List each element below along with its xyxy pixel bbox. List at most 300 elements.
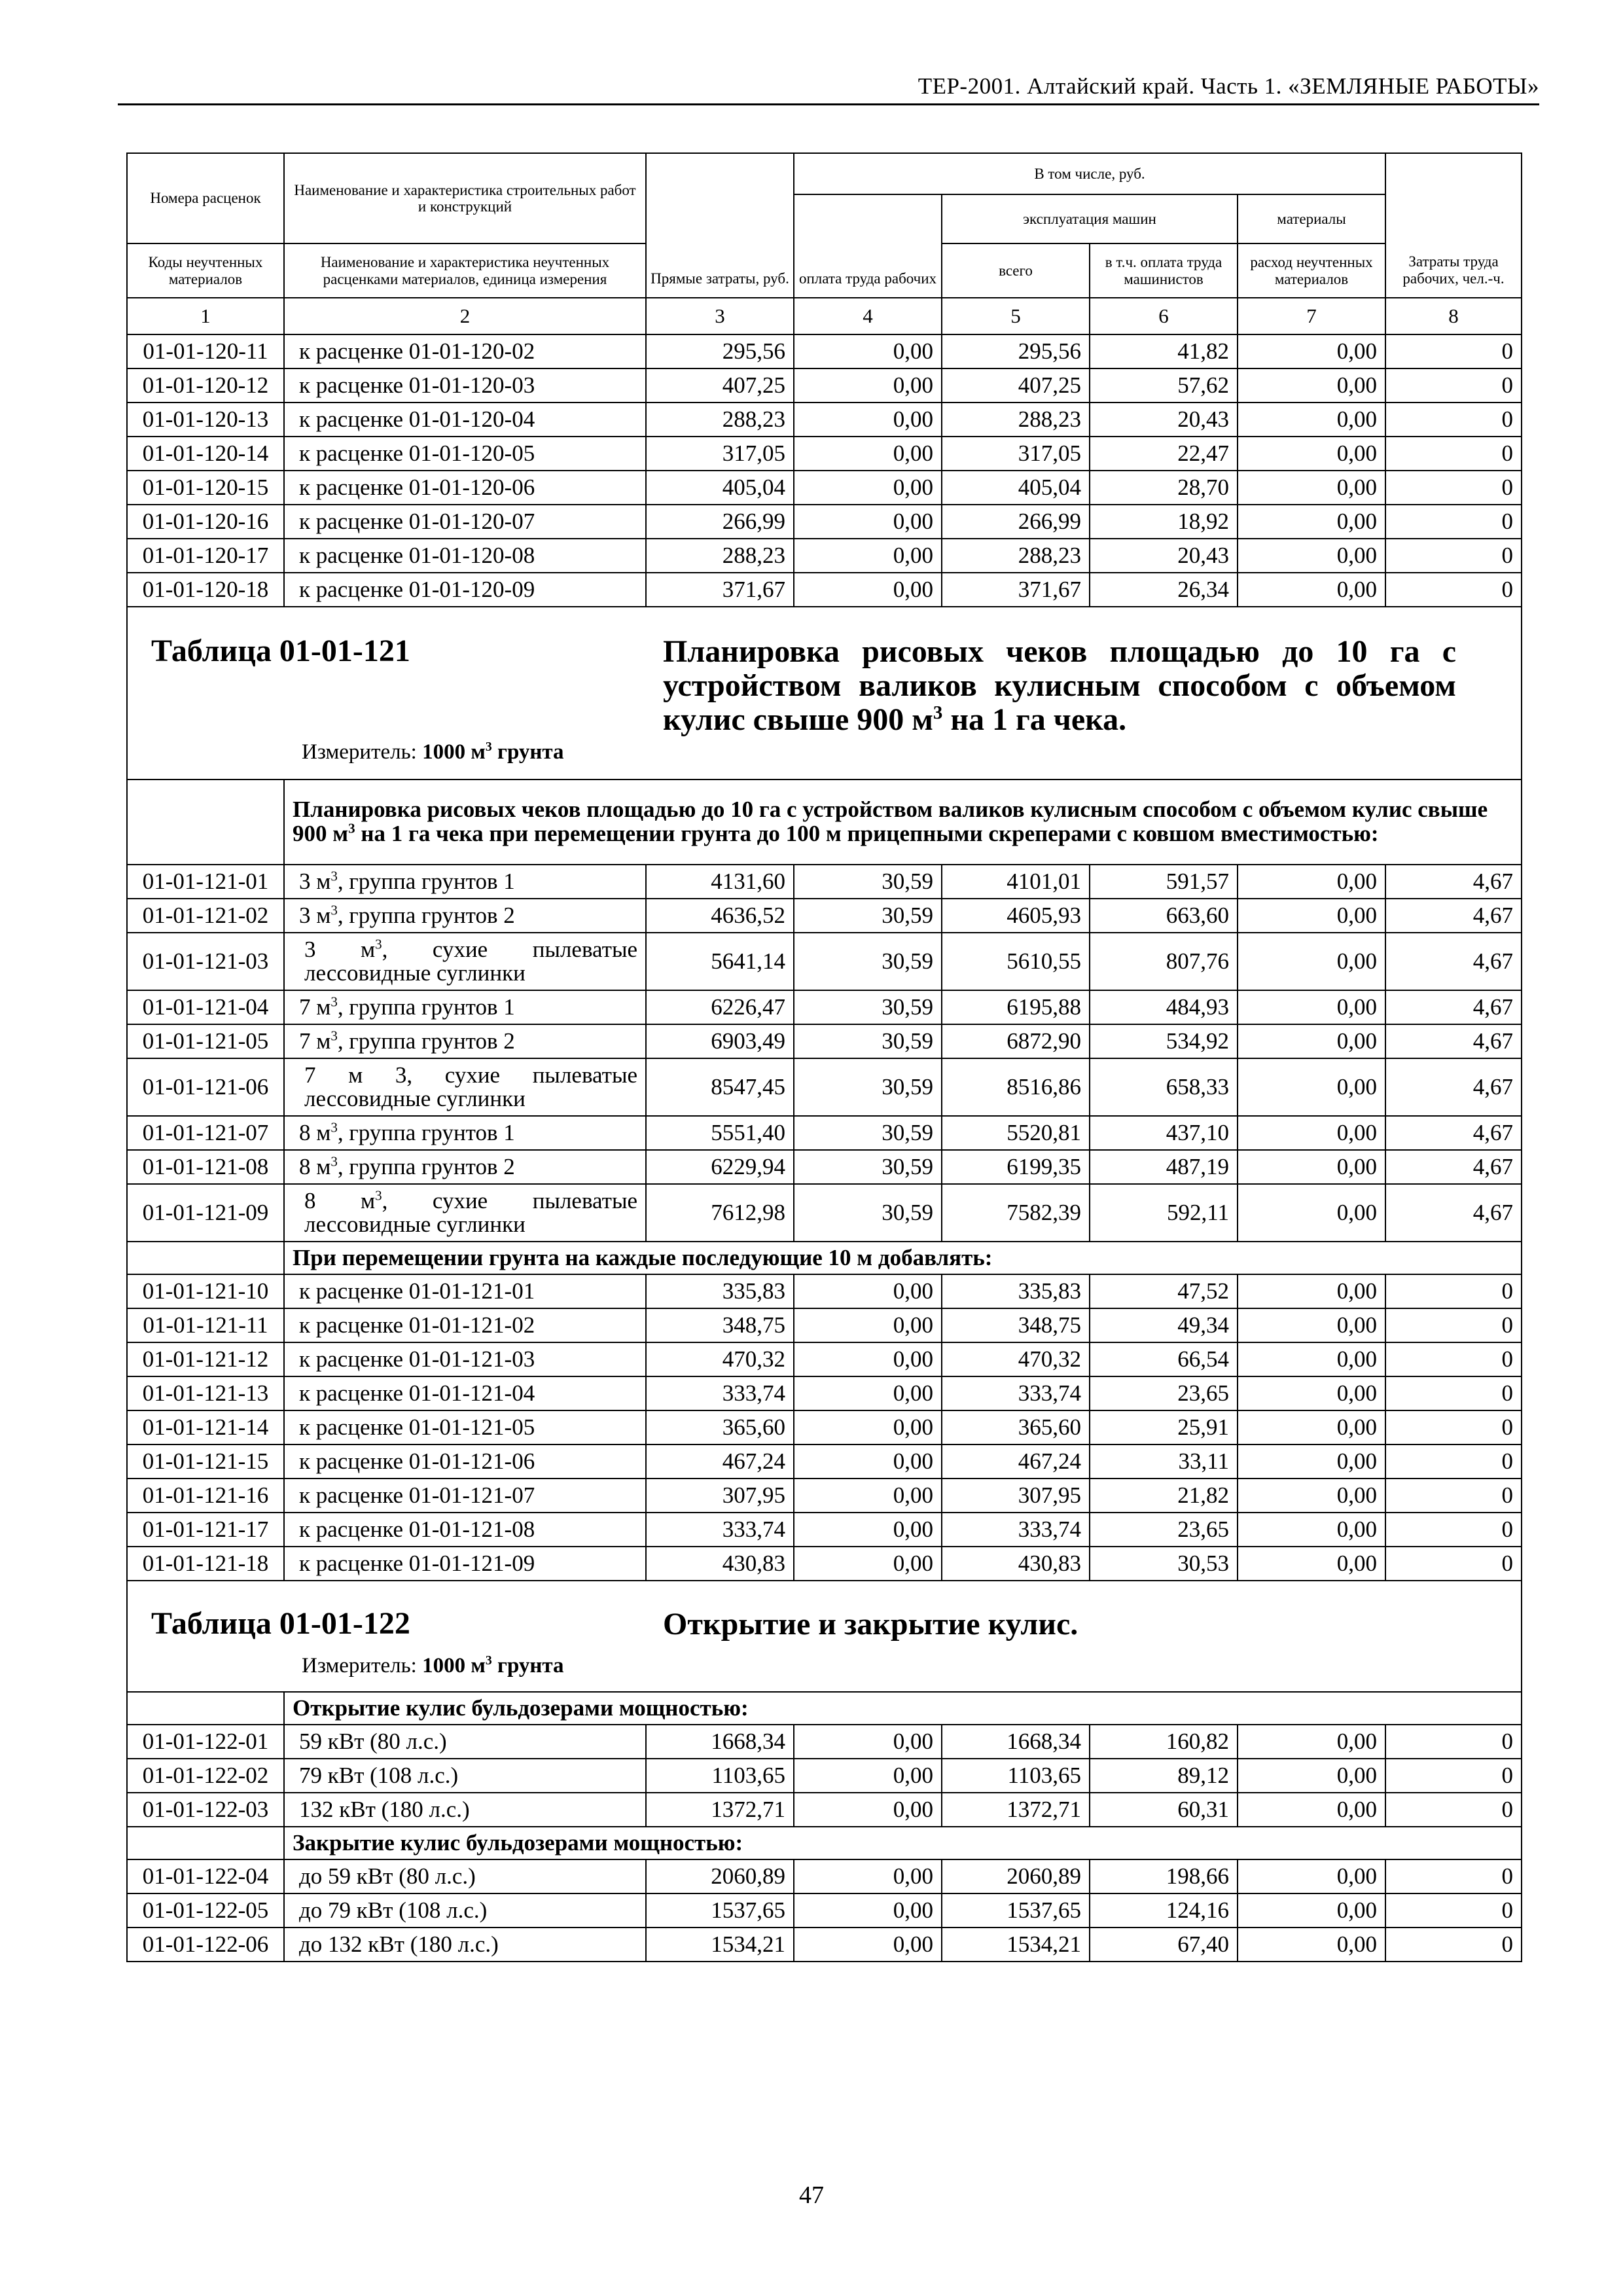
rate-name: к расценке 01-01-121-05 [284, 1410, 646, 1444]
rate-name-part: , группа грунтов 1 [337, 1119, 515, 1145]
rate-code: 01-01-121-02 [127, 899, 284, 933]
rate-code: 01-01-120-13 [127, 403, 284, 437]
rate-name-part: , сухие пылеватые лессовидные суглинки [304, 937, 637, 986]
value-c7: 0,00 [1238, 1759, 1385, 1793]
superscript: 3 [330, 1153, 338, 1169]
value-c5: 5520,81 [942, 1116, 1090, 1150]
table-title-row [127, 607, 1522, 780]
rate-code: 01-01-121-17 [127, 1513, 284, 1547]
value-c5: 307,95 [942, 1479, 1090, 1513]
value-c7: 0,00 [1238, 1513, 1385, 1547]
value-c5: 1534,21 [942, 1928, 1090, 1962]
value-c7: 0,00 [1238, 1410, 1385, 1444]
header-machines: эксплуатация машин [942, 194, 1238, 243]
value-c4: 0,00 [794, 1274, 942, 1308]
value-c4: 0,00 [794, 368, 942, 403]
value-c3: 365,60 [646, 1410, 794, 1444]
table-row [127, 471, 1522, 505]
section-spacer [127, 780, 284, 865]
value-c8: 4,67 [1385, 865, 1522, 899]
value-c5: 288,23 [942, 539, 1090, 573]
rate-code: 01-01-120-18 [127, 573, 284, 607]
rate-code: 01-01-122-02 [127, 1759, 284, 1793]
header-col4: оплата труда рабочих [794, 194, 942, 298]
table-row [127, 1342, 1522, 1376]
value-c3: 333,74 [646, 1376, 794, 1410]
value-c4: 30,59 [794, 1116, 942, 1150]
value-c3: 5551,40 [646, 1116, 794, 1150]
rate-code: 01-01-121-10 [127, 1274, 284, 1308]
value-c4: 0,00 [794, 1444, 942, 1479]
value-c3: 430,83 [646, 1547, 794, 1581]
rate-name: к расценке 01-01-120-03 [284, 368, 646, 403]
rate-name: 79 кВт (108 л.с.) [284, 1759, 646, 1793]
rate-code: 01-01-121-01 [127, 865, 284, 899]
table-title-cell [127, 1581, 1522, 1692]
value-c7: 0,00 [1238, 368, 1385, 403]
header-number-row [127, 298, 1522, 334]
value-c8: 0 [1385, 1479, 1522, 1513]
value-c6: 23,65 [1090, 1513, 1238, 1547]
measure-text: грунта [491, 740, 564, 764]
value-c6: 60,31 [1090, 1793, 1238, 1827]
value-c7: 0,00 [1238, 1376, 1385, 1410]
page-number: 47 [799, 2181, 824, 2209]
rate-name-part: 3 м [304, 937, 376, 963]
rate-name: к расценке 01-01-121-07 [284, 1479, 646, 1513]
table-row [127, 437, 1522, 471]
rate-name [284, 1024, 646, 1058]
section-title [284, 1242, 1522, 1274]
rate-name: к расценке 01-01-120-05 [284, 437, 646, 471]
table-row [127, 1513, 1522, 1547]
value-c3: 266,99 [646, 505, 794, 539]
value-c8: 0 [1385, 334, 1522, 368]
col-number: 5 [942, 298, 1090, 334]
rate-code: 01-01-121-03 [127, 933, 284, 990]
rate-code: 01-01-122-05 [127, 1893, 284, 1928]
value-c7: 0,00 [1238, 1547, 1385, 1581]
rate-name-part: , группа грунтов 1 [337, 994, 515, 1020]
table-row [127, 1184, 1522, 1242]
value-c3: 1537,65 [646, 1893, 794, 1928]
value-c8: 0 [1385, 1859, 1522, 1893]
value-c5: 467,24 [942, 1444, 1090, 1479]
rate-name: 59 кВт (80 л.с.) [284, 1725, 646, 1759]
value-c3: 1103,65 [646, 1759, 794, 1793]
table-row [127, 539, 1522, 573]
table-row [127, 1024, 1522, 1058]
value-c7: 0,00 [1238, 1150, 1385, 1184]
rate-name [284, 1150, 646, 1184]
superscript: 3 [933, 702, 943, 723]
value-c5: 4101,01 [942, 865, 1090, 899]
header-col6: в т.ч. оплата труда машинистов [1090, 243, 1238, 298]
value-c8: 4,67 [1385, 1116, 1522, 1150]
value-c8: 0 [1385, 1928, 1522, 1962]
superscript: 3 [330, 1119, 338, 1135]
value-c4: 0,00 [794, 334, 942, 368]
rate-code: 01-01-120-14 [127, 437, 284, 471]
table-title-text: Открытие и закрытие кулис. [663, 1607, 1079, 1641]
superscript: 3 [330, 901, 338, 918]
value-c4: 30,59 [794, 865, 942, 899]
value-c3: 467,24 [646, 1444, 794, 1479]
superscript: 3 [375, 1187, 382, 1204]
value-c4: 0,00 [794, 1928, 942, 1962]
measure-label: Измеритель: [302, 1654, 423, 1677]
section-spacer [127, 1242, 284, 1274]
value-c5: 6195,88 [942, 990, 1090, 1024]
value-c5: 405,04 [942, 471, 1090, 505]
rate-name-part: , группа грунтов 1 [337, 868, 515, 894]
table-title-row [127, 1581, 1522, 1692]
value-c6: 23,65 [1090, 1376, 1238, 1410]
rate-code: 01-01-121-18 [127, 1547, 284, 1581]
measure-label: Измеритель: [302, 740, 423, 764]
value-c5: 335,83 [942, 1274, 1090, 1308]
value-c5: 288,23 [942, 403, 1090, 437]
value-c5: 1537,65 [942, 1893, 1090, 1928]
value-c4: 0,00 [794, 1308, 942, 1342]
value-c3: 6226,47 [646, 990, 794, 1024]
value-c7: 0,00 [1238, 334, 1385, 368]
header-materials: материалы [1238, 194, 1385, 243]
rate-name [284, 1058, 646, 1116]
rate-name [284, 1184, 646, 1242]
value-c7: 0,00 [1238, 1308, 1385, 1342]
value-c7: 0,00 [1238, 1116, 1385, 1150]
rate-name: к расценке 01-01-121-06 [284, 1444, 646, 1479]
value-c7: 0,00 [1238, 471, 1385, 505]
value-c4: 30,59 [794, 933, 942, 990]
value-c4: 30,59 [794, 899, 942, 933]
value-c3: 4636,52 [646, 899, 794, 933]
value-c8: 0 [1385, 1410, 1522, 1444]
value-c4: 30,59 [794, 1024, 942, 1058]
value-c3: 470,32 [646, 1342, 794, 1376]
running-header [118, 73, 1539, 105]
section-row [127, 1827, 1522, 1859]
table-row [127, 368, 1522, 403]
rate-code: 01-01-122-01 [127, 1725, 284, 1759]
value-c3: 407,25 [646, 368, 794, 403]
header-incl: В том числе, руб. [794, 153, 1385, 194]
table-row [127, 1058, 1522, 1116]
value-c4: 0,00 [794, 437, 942, 471]
value-c3: 288,23 [646, 539, 794, 573]
value-c4: 0,00 [794, 403, 942, 437]
rate-code: 01-01-121-07 [127, 1116, 284, 1150]
rate-name: к расценке 01-01-121-03 [284, 1342, 646, 1376]
value-c7: 0,00 [1238, 573, 1385, 607]
value-c8: 0 [1385, 1342, 1522, 1376]
value-c7: 0,00 [1238, 1893, 1385, 1928]
value-c8: 0 [1385, 1793, 1522, 1827]
value-c8: 0 [1385, 1513, 1522, 1547]
table-row [127, 1444, 1522, 1479]
value-c3: 2060,89 [646, 1859, 794, 1893]
value-c6: 66,54 [1090, 1342, 1238, 1376]
value-c3: 1668,34 [646, 1725, 794, 1759]
table-row [127, 1308, 1522, 1342]
rate-code: 01-01-121-06 [127, 1058, 284, 1116]
value-c8: 0 [1385, 1274, 1522, 1308]
value-c6: 487,19 [1090, 1150, 1238, 1184]
value-c8: 0 [1385, 1376, 1522, 1410]
value-c3: 1534,21 [646, 1928, 794, 1962]
value-c3: 317,05 [646, 437, 794, 471]
rate-name-part: 7 м [299, 994, 331, 1020]
value-c7: 0,00 [1238, 1444, 1385, 1479]
value-c3: 7612,98 [646, 1184, 794, 1242]
rate-name-part: 3 м [299, 868, 331, 894]
value-c7: 0,00 [1238, 1184, 1385, 1242]
header-col7: расход неучтенных материалов [1238, 243, 1385, 298]
rate-name [284, 1116, 646, 1150]
value-c8: 4,67 [1385, 1184, 1522, 1242]
rate-name-part: 8 м [299, 1119, 331, 1145]
value-c4: 0,00 [794, 1725, 942, 1759]
value-c6: 591,57 [1090, 865, 1238, 899]
value-c6: 30,53 [1090, 1547, 1238, 1581]
value-c7: 0,00 [1238, 1058, 1385, 1116]
value-c6: 534,92 [1090, 1024, 1238, 1058]
value-c5: 407,25 [942, 368, 1090, 403]
value-c3: 4131,60 [646, 865, 794, 899]
value-c8: 0 [1385, 471, 1522, 505]
table-row [127, 1274, 1522, 1308]
table-title-text: Планировка рисовых чеков площадью до 10 га с устройством валиков кулисным способом с объемом кулис свыше 900 м [663, 634, 1456, 737]
rate-name: к расценке 01-01-121-09 [284, 1547, 646, 1581]
rate-name: до 132 кВт (180 л.с.) [284, 1928, 646, 1962]
value-c4: 0,00 [794, 1410, 942, 1444]
value-c6: 124,16 [1090, 1893, 1238, 1928]
rate-name: к расценке 01-01-121-08 [284, 1513, 646, 1547]
value-c6: 592,11 [1090, 1184, 1238, 1242]
superscript: 3 [375, 936, 382, 952]
value-c4: 30,59 [794, 1058, 942, 1116]
value-c7: 0,00 [1238, 899, 1385, 933]
rate-name: к расценке 01-01-120-08 [284, 539, 646, 573]
section-title [284, 1692, 1522, 1725]
value-c5: 4605,93 [942, 899, 1090, 933]
rate-name: к расценке 01-01-120-06 [284, 471, 646, 505]
table-number: Таблица 01-01-122 [151, 1606, 410, 1641]
rate-code: 01-01-120-15 [127, 471, 284, 505]
table-row [127, 1547, 1522, 1581]
rate-name [284, 933, 646, 990]
value-c5: 333,74 [942, 1376, 1090, 1410]
value-c3: 348,75 [646, 1308, 794, 1342]
table-row [127, 1859, 1522, 1893]
section-title [284, 1827, 1522, 1859]
table-row [127, 1928, 1522, 1962]
value-c4: 30,59 [794, 1150, 942, 1184]
value-c3: 5641,14 [646, 933, 794, 990]
value-c6: 658,33 [1090, 1058, 1238, 1116]
value-c6: 28,70 [1090, 471, 1238, 505]
value-c5: 470,32 [942, 1342, 1090, 1376]
section-spacer [127, 1692, 284, 1725]
value-c4: 0,00 [794, 539, 942, 573]
table-row [127, 1150, 1522, 1184]
value-c7: 0,00 [1238, 1274, 1385, 1308]
section-title [284, 780, 1522, 865]
table-title [663, 1607, 1456, 1641]
superscript: 3 [330, 867, 338, 884]
value-c4: 0,00 [794, 1513, 942, 1547]
value-c3: 307,95 [646, 1479, 794, 1513]
value-c5: 333,74 [942, 1513, 1090, 1547]
value-c5: 317,05 [942, 437, 1090, 471]
section-row [127, 780, 1522, 865]
value-c7: 0,00 [1238, 437, 1385, 471]
value-c4: 0,00 [794, 471, 942, 505]
value-c5: 295,56 [942, 334, 1090, 368]
value-c8: 0 [1385, 505, 1522, 539]
col-number: 3 [646, 298, 794, 334]
header-col3: Прямые затраты, руб. [646, 153, 794, 298]
rate-code: 01-01-120-12 [127, 368, 284, 403]
header-col1-top: Номера расценок [127, 153, 284, 243]
rate-code: 01-01-120-11 [127, 334, 284, 368]
value-c6: 437,10 [1090, 1116, 1238, 1150]
rate-name-part: , группа грунтов 2 [337, 902, 515, 928]
value-c3: 335,83 [646, 1274, 794, 1308]
superscript: 3 [330, 993, 338, 1009]
value-c4: 0,00 [794, 1859, 942, 1893]
value-c8: 4,67 [1385, 1024, 1522, 1058]
value-c4: 0,00 [794, 1376, 942, 1410]
value-c4: 0,00 [794, 505, 942, 539]
value-c7: 0,00 [1238, 539, 1385, 573]
table-row [127, 1793, 1522, 1827]
table-row [127, 1759, 1522, 1793]
measure-text: 1000 м [422, 1654, 486, 1677]
header-col8: Затраты труда рабочих, чел.-ч. [1385, 153, 1522, 298]
rate-code: 01-01-121-15 [127, 1444, 284, 1479]
rate-name: к расценке 01-01-120-07 [284, 505, 646, 539]
table-title-text: на 1 га чека. [942, 702, 1127, 737]
rate-name: к расценке 01-01-121-04 [284, 1376, 646, 1410]
table-title-block [135, 607, 1513, 779]
value-c8: 0 [1385, 1759, 1522, 1793]
rate-code: 01-01-122-03 [127, 1793, 284, 1827]
value-c5: 6872,90 [942, 1024, 1090, 1058]
table-title-cell [127, 607, 1522, 780]
value-c6: 57,62 [1090, 368, 1238, 403]
table-row [127, 1376, 1522, 1410]
value-c7: 0,00 [1238, 1342, 1385, 1376]
value-c3: 288,23 [646, 403, 794, 437]
value-c6: 41,82 [1090, 334, 1238, 368]
rate-name-part: 7 м [299, 1028, 331, 1054]
table-title [663, 635, 1456, 736]
rate-name: к расценке 01-01-121-01 [284, 1274, 646, 1308]
value-c5: 348,75 [942, 1308, 1090, 1342]
col-number: 6 [1090, 298, 1238, 334]
value-c8: 0 [1385, 539, 1522, 573]
value-c8: 0 [1385, 403, 1522, 437]
value-c4: 0,00 [794, 1793, 942, 1827]
value-c3: 405,04 [646, 471, 794, 505]
value-c5: 7582,39 [942, 1184, 1090, 1242]
value-c7: 0,00 [1238, 1859, 1385, 1893]
rate-name [284, 899, 646, 933]
header-row-1 [127, 153, 1522, 194]
value-c8: 4,67 [1385, 933, 1522, 990]
value-c8: 4,67 [1385, 1150, 1522, 1184]
rate-name-part: , группа грунтов 2 [337, 1028, 515, 1054]
rate-code: 01-01-121-13 [127, 1376, 284, 1410]
section-text: Открытие кулис бульдозерами мощностью: [293, 1695, 749, 1721]
section-spacer [127, 1827, 284, 1859]
value-c6: 89,12 [1090, 1759, 1238, 1793]
rate-code: 01-01-121-09 [127, 1184, 284, 1242]
value-c5: 1372,71 [942, 1793, 1090, 1827]
value-c5: 1103,65 [942, 1759, 1090, 1793]
header-col5: всего [942, 243, 1090, 298]
rate-code: 01-01-121-14 [127, 1410, 284, 1444]
value-c7: 0,00 [1238, 1479, 1385, 1513]
col-number: 8 [1385, 298, 1522, 334]
value-c4: 30,59 [794, 1184, 942, 1242]
value-c5: 371,67 [942, 573, 1090, 607]
table-row [127, 403, 1522, 437]
value-c6: 33,11 [1090, 1444, 1238, 1479]
value-c8: 0 [1385, 1547, 1522, 1581]
table-row [127, 899, 1522, 933]
value-c7: 0,00 [1238, 990, 1385, 1024]
rate-code: 01-01-121-04 [127, 990, 284, 1024]
value-c5: 5610,55 [942, 933, 1090, 990]
value-c3: 371,67 [646, 573, 794, 607]
value-c8: 0 [1385, 368, 1522, 403]
measure-unit [302, 1655, 564, 1677]
value-c7: 0,00 [1238, 1024, 1385, 1058]
measure-text: грунта [491, 1654, 564, 1677]
value-c6: 49,34 [1090, 1308, 1238, 1342]
value-c8: 0 [1385, 573, 1522, 607]
value-c5: 365,60 [942, 1410, 1090, 1444]
value-c7: 0,00 [1238, 1928, 1385, 1962]
value-c7: 0,00 [1238, 933, 1385, 990]
section-text: на 1 га чека при перемещении грунта до 100 м прицепными скреперами с ковшом вместимостью: [355, 821, 1379, 846]
section-text: Планировка рисовых чеков площадью до 10 га с устройством валиков кулисным способом с объемом кулис свыше 900 м [293, 797, 1488, 846]
value-c7: 0,00 [1238, 403, 1385, 437]
value-c8: 4,67 [1385, 990, 1522, 1024]
value-c4: 0,00 [794, 1547, 942, 1581]
table-number: Таблица 01-01-121 [151, 634, 410, 668]
rate-code: 01-01-121-12 [127, 1342, 284, 1376]
value-c3: 6903,49 [646, 1024, 794, 1058]
rate-code: 01-01-121-16 [127, 1479, 284, 1513]
header-col2-top: Наименование и характеристика строительных работ и конструкций [284, 153, 646, 243]
table-row [127, 1725, 1522, 1759]
value-c6: 484,93 [1090, 990, 1238, 1024]
value-c3: 8547,45 [646, 1058, 794, 1116]
section-text: При перемещении грунта на каждые последующие 10 м добавлять: [293, 1244, 993, 1270]
value-c4: 0,00 [794, 1893, 942, 1928]
rate-code: 01-01-122-06 [127, 1928, 284, 1962]
value-c6: 22,47 [1090, 437, 1238, 471]
table-row [127, 1893, 1522, 1928]
rate-name-part: 8 м [304, 1188, 376, 1214]
section-text: Закрытие кулис бульдозерами мощностью: [293, 1829, 743, 1856]
measure-value [422, 1654, 563, 1677]
rate-name-part: 7 м 3, сухие пылеватые лессовидные суглинки [304, 1062, 637, 1111]
